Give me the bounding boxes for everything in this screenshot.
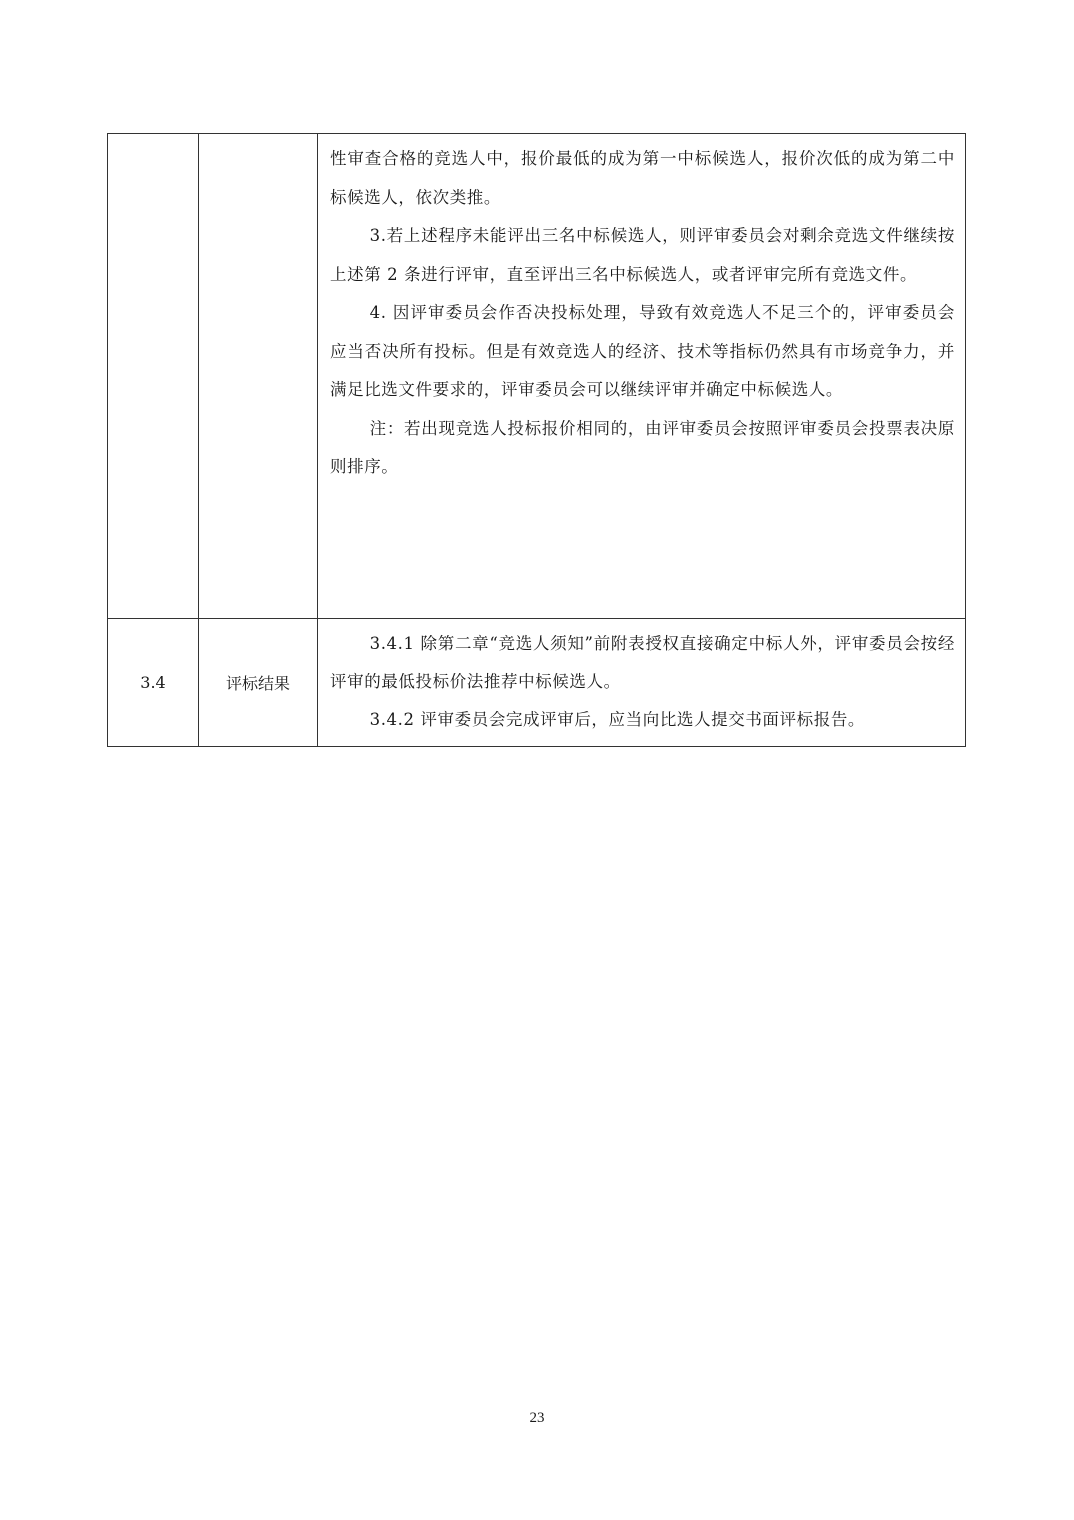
cell-content-3-4 [318,619,966,747]
cell-content-continued [318,134,966,619]
paragraph-rule-3: 3.若上述程序未能评出三名中标候选人，则评审委员会对剩余竞选文件继续按上述第 2 条进行评审，直至评出三名中标候选人，或者评审完所有竞选文件。 [330,226,955,284]
evaluation-table [107,133,966,747]
paragraph-3-4-2: 3.4.2 评审委员会完成评审后，应当向比选人提交书面评标报告。 [369,710,866,729]
paragraph-continued-ranking: 性审查合格的竞选人中，报价最低的成为第一中标候选人，报价次低的成为第二中标候选人，依次类推。 [330,149,955,207]
paragraph-note: 注：若出现竞选人投标报价相同的，由评审委员会按照评审委员会投票表决原则排序。 [330,418,955,476]
paragraph-rule-4: 4. 因评审委员会作否决投标处理，导致有效竞选人不足三个的，评审委员会应当否决所有投标。但是有效竞选人的经济、技术等指标仍然具有市场竞争力，并满足比选文件要求的，评审委员会可以继续评审并确定中标候选人。 [330,303,955,399]
page-number: 23 [529,1410,545,1426]
paragraph-3-4-1: 3.4.1 除第二章“竞选人须知”前附表授权直接确定中标人外，评审委员会按经评审的最低投标价法推荐中标候选人。 [330,634,955,691]
cell-item-empty [199,134,318,619]
cell-item-title: 评标结果 [199,619,318,747]
cell-number-empty [108,134,199,619]
table-row-3-4 [108,619,966,747]
table-row-continued [108,134,966,619]
cell-number: 3.4 [108,619,199,747]
